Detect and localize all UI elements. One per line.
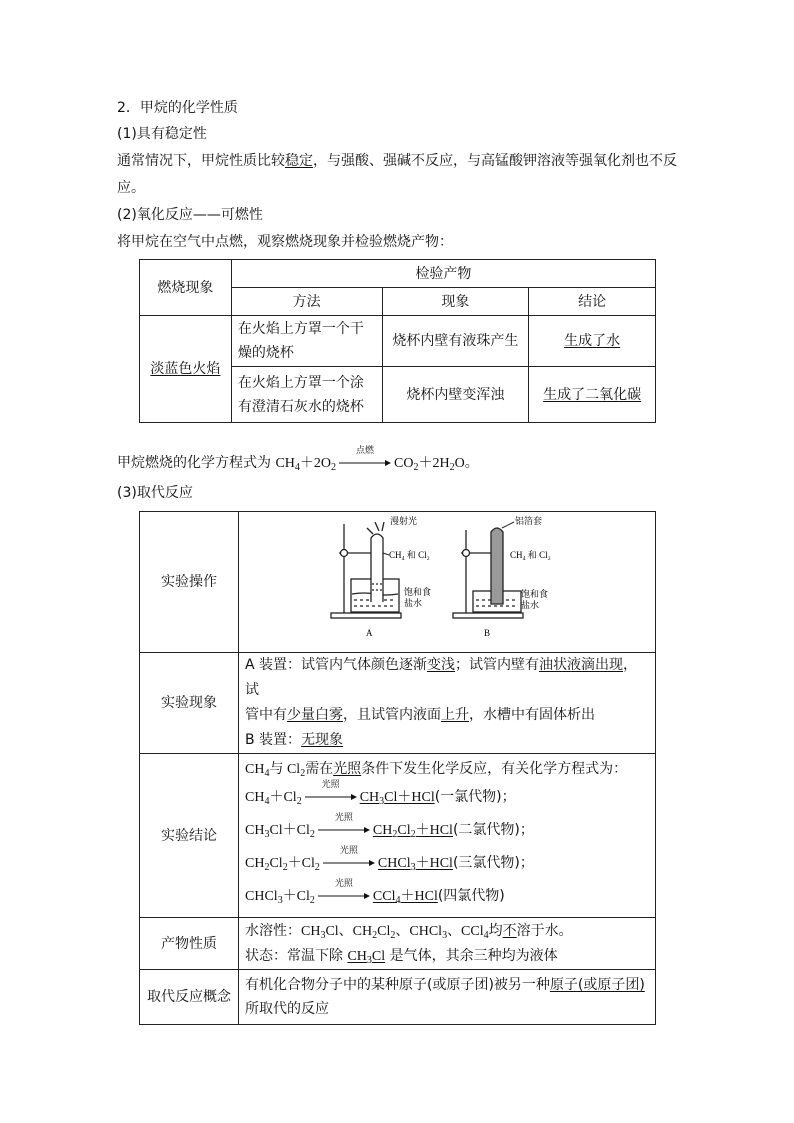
equation-3: $CH_2Cl_2+Cl_2$ 光照 CHCl$_3$＋HCl(三氯代物)； xyxy=(245,846,534,873)
observation-cell: 烧杯内壁变浑浊 xyxy=(382,367,529,423)
label-gas-a: CH₄ 和 Cl₂ xyxy=(389,550,430,560)
apparatus-diagram xyxy=(239,512,654,644)
row-property-label: 产物性质 xyxy=(140,918,239,970)
label-brine-a2: 盐水 xyxy=(404,598,423,608)
stability-heading: (1)具有稳定性 xyxy=(117,126,207,142)
label-a: A xyxy=(366,628,373,638)
method-cell: 在火焰上方罩一个涂 有澄清石灰水的烧杯 xyxy=(231,367,382,423)
oxidation-intro: 将甲烷在空气中点燃，观察燃烧现象并检验燃烧产物： xyxy=(117,234,453,250)
conclusion-cell: 生成了水 xyxy=(529,316,656,367)
equation-4: $CHCl_3+Cl_2$ 光照 CCl$_4$＋HCl(四氯代物) xyxy=(245,879,505,906)
phenomenon-cell: A 装置：试管内气体颜色逐渐变浅；试管内壁有油状液滴出现，试 管中有少量白雾，且试管内液面上升，水槽中有固体析出 B 装置：无现象 xyxy=(239,653,656,754)
header-test: 检验产物 xyxy=(231,260,655,288)
substitution-table xyxy=(139,511,656,1025)
observation-cell: 烧杯内壁有液珠产生 xyxy=(382,316,529,367)
apparatus-a xyxy=(331,522,401,618)
label-brine-b2: 盐水 xyxy=(521,600,540,610)
combustion-table xyxy=(139,259,656,423)
stability-text-2: 应。 xyxy=(117,180,145,196)
property-cell: 水溶性：$CH_3Cl$、$CH_2Cl_2$、CHCl$_3$、CCl$_4$均不溶于水。 状态：常温下除 $CH_3Cl$ 是气体，其余三种均为液体 xyxy=(239,918,656,970)
header-conclusion: 结论 xyxy=(529,288,656,316)
flame-cell: 淡蓝色火焰 xyxy=(140,316,232,423)
conclusion-cell: 生成了二氧化碳 xyxy=(529,367,656,423)
concept-cell: 有机化合物分子中的某种原子(或原子团)被另一种原子(或原子团) 所取代的反应 xyxy=(239,970,656,1025)
apparatus-figure-cell xyxy=(239,512,656,653)
label-b: B xyxy=(484,628,491,638)
label-gas-b: CH₄ 和 Cl₂ xyxy=(510,550,551,560)
row-conclusion-label: 实验结论 xyxy=(140,754,239,918)
row-concept-label: 取代反应概念 xyxy=(140,970,239,1025)
oxidation-heading: (2)氧化反应——可燃性 xyxy=(117,207,263,223)
combustion-equation: 甲烷燃烧的化学方程式为 $CH_4+2O_2$ 点燃 $CO_2+2H_2O$。 xyxy=(117,446,479,473)
equation-1: $CH_4+Cl_2$ 光照 $CH_3Cl+HCl$(一氯代物)； xyxy=(245,780,516,807)
label-foil: 铝箔套 xyxy=(515,516,543,526)
section-title: 2．甲烷的化学性质 xyxy=(117,100,238,116)
label-brine-b1: 饱和食 xyxy=(521,589,549,599)
reaction-arrow: 点燃 xyxy=(339,455,391,471)
label-light: 漫射光 xyxy=(390,516,418,526)
apparatus-b xyxy=(453,528,523,618)
row-phenomenon-label: 实验现象 xyxy=(140,653,239,754)
row-operation-label: 实验操作 xyxy=(140,512,239,653)
header-observation: 现象 xyxy=(382,288,529,316)
header-phenomenon: 燃烧现象 xyxy=(140,260,232,316)
substitution-heading: (3)取代反应 xyxy=(117,485,193,501)
label-brine-a1: 饱和食 xyxy=(404,587,432,597)
equation-2: $CH_3Cl+Cl_2$ 光照 $CH_2Cl_2+HCl$(二氯代物)； xyxy=(245,813,534,840)
header-method: 方法 xyxy=(231,288,382,316)
stability-text-1: 通常情况下，甲烷性质比较稳定，与强酸、强碱不反应，与高锰酸钾溶液等强氧化剂也不反 xyxy=(117,153,677,169)
conclusion-cell: $CH_4$与 $Cl_2$需在光照条件下发生化学反应，有关化学方程式为： $CH_4+Cl_2$ 光照 $CH_3Cl+HCl$(一氯代物)； $CH_3Cl+Cl_2$ 光照 $CH_2Cl_2+HCl$(二氯代物)； $CH_2Cl_2+Cl_2$ 光照 CHCl$_3$＋HCl(三氯代物)； $CHCl_3+Cl_2$ 光照 CCl$_4$＋HCl(四氯代物) xyxy=(239,754,656,918)
method-cell: 在火焰上方罩一个干 燥的烧杯 xyxy=(231,316,382,367)
